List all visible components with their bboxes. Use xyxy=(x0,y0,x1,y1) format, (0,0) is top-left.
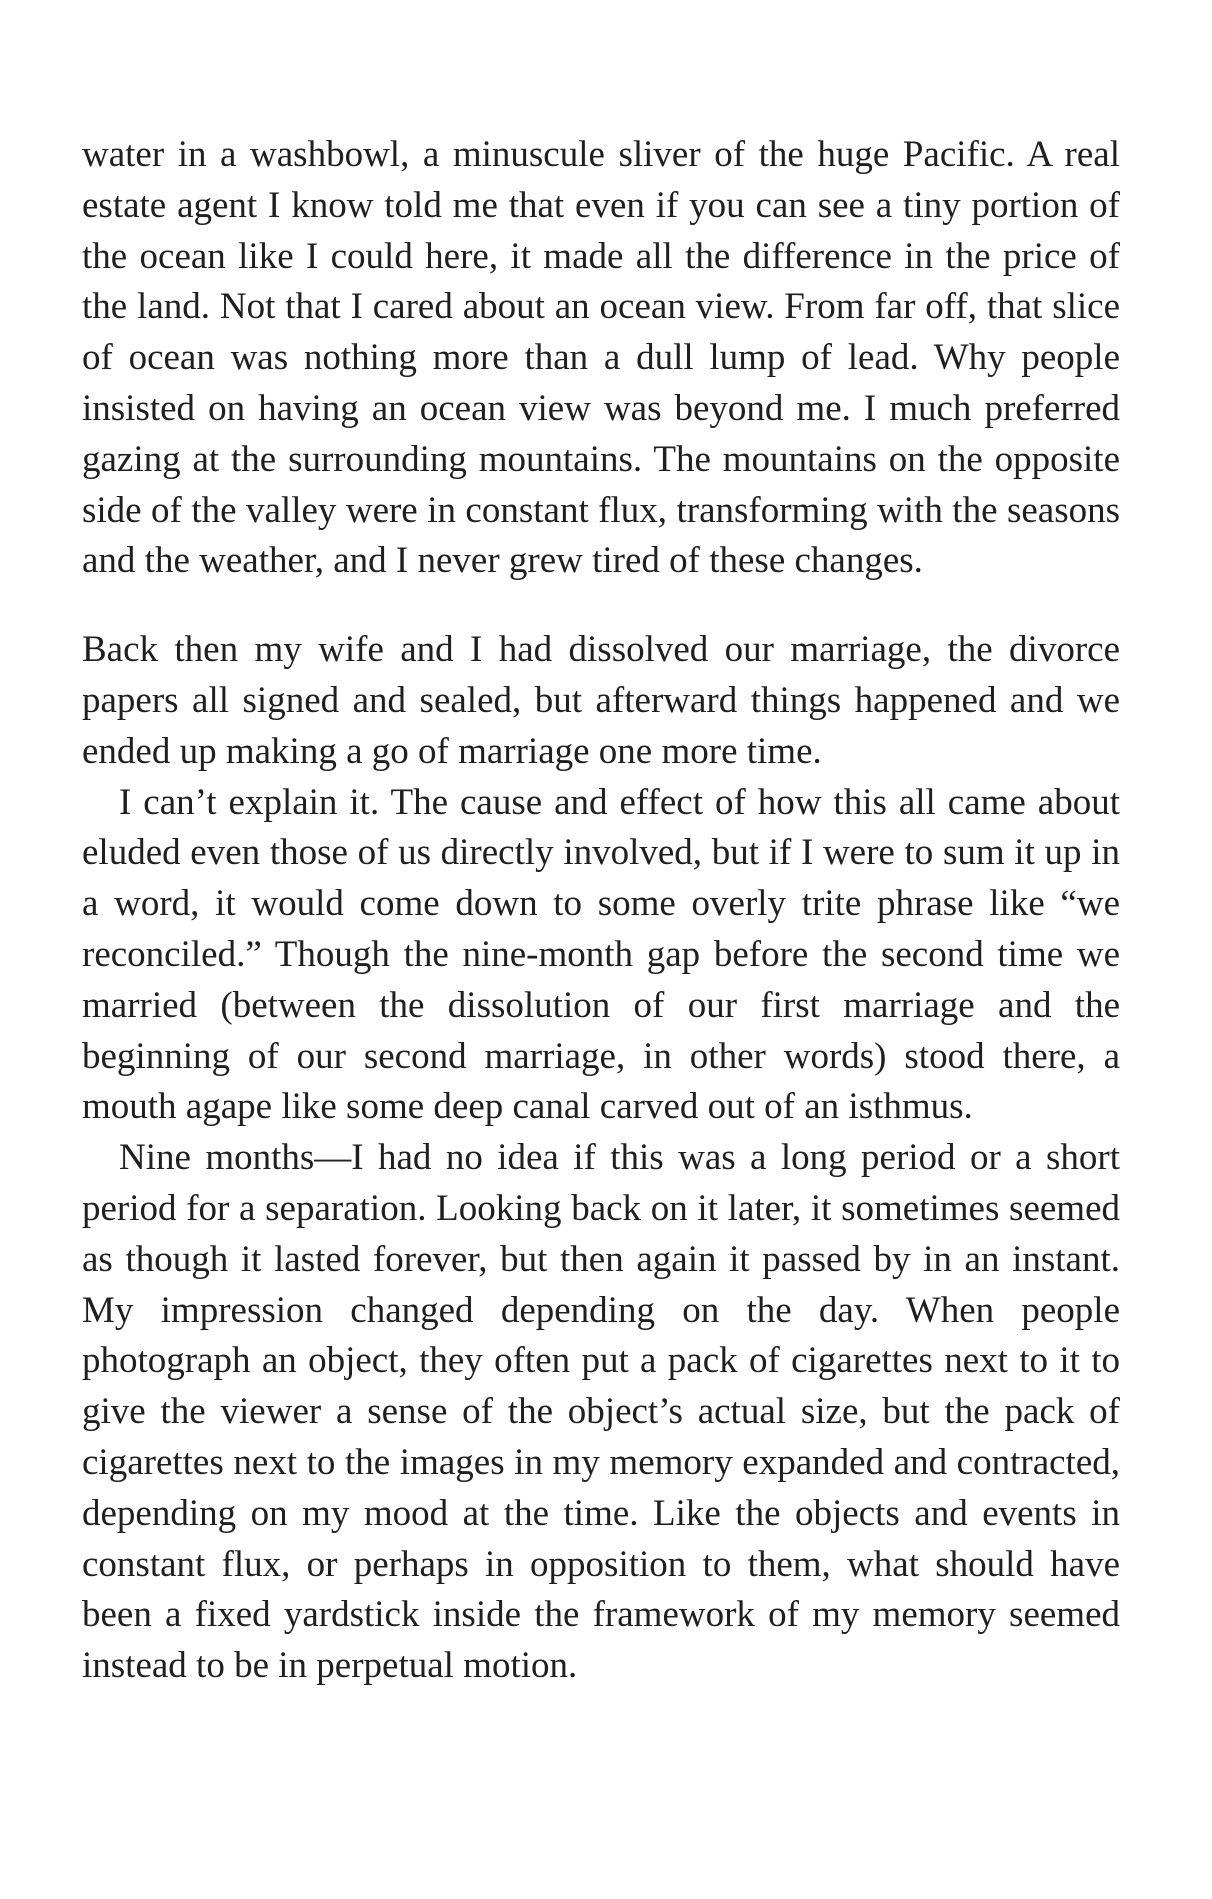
paragraph-ocean-view: water in a washbowl, a minuscule sliver of the huge Pacific. A real estate agent I know told me that even if you can see a tiny portion of the ocean like I could here, it made all the difference in the price of the land. Not that I cared about an ocean view. From far off, that slice of ocean was nothing more than a dull lump of lead. Why people insisted on having an ocean view was beyond me. I much preferred gazing at the surrounding mountains. The mountains on the opposite side of the valley were in constant flux, transforming with the seasons and the weather, and I never grew tired of these changes. xyxy=(82,134,1120,582)
paragraph-divorce: Back then my wife and I had dissolved our marriage, the divorce papers all signed and sealed, but afterward things happened and we ended up making a go of marriage one more time. xyxy=(82,629,1120,772)
paragraph-nine-months: Nine months—I had no idea if this was a long period or a short period for a separation. Looking back on it later, it sometimes seemed as though it lasted forever, but then again it passed by in an instant. My impression changed depending on the day. When people photograph an object, they often put a pack of cigarettes next to it to give the viewer a sense of the object’s actual size, but the pack of cigarettes next to the images in my memory expanded and contracted, depending on my mood at the time. Like the objects and events in constant flux, or perhaps in opposition to them, what should have been a fixed yardstick inside the framework of my memory seemed instead to be in perpetual motion. xyxy=(82,1137,1120,1687)
paragraph-reconciled: I can’t explain it. The cause and effect of how this all came about eluded even those of us directly involved, but if I were to sum it up in a word, it would come down to some overly trite phrase like “we reconciled.” Though the nine-month gap before the second time we married (between the dissolution of our first marriage and the beginning of our second marriage, in other words) stood there, a mouth agape like some deep canal carved out of an isthmus. xyxy=(82,781,1120,1128)
